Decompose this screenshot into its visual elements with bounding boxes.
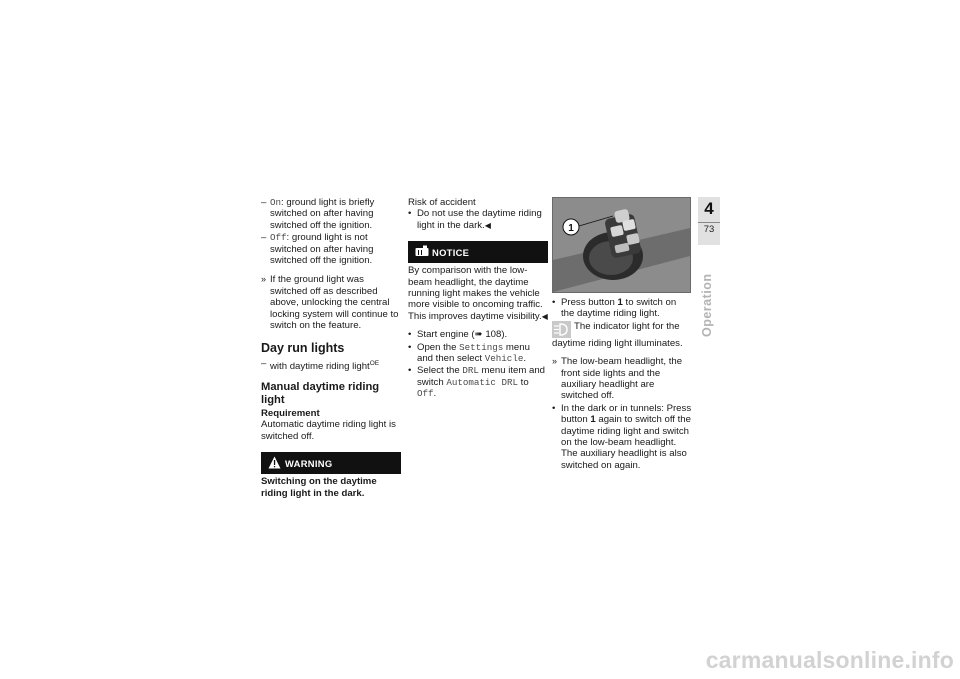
menu-value-on: On <box>270 197 282 208</box>
step-text: menu item and switch <box>417 365 546 388</box>
step-text: to <box>518 376 529 388</box>
watermark: carmanualsonline.info <box>705 647 954 673</box>
notice-banner <box>408 241 548 263</box>
daytime-riding-light-indicator-icon <box>552 321 571 338</box>
step-text: Press button <box>561 297 618 308</box>
warning-label: WARNING <box>285 458 333 470</box>
handlebar-switch-figure <box>552 197 691 293</box>
hand-pointer-icon <box>415 245 429 259</box>
step-press-button <box>552 297 692 320</box>
page-number: 73 <box>703 224 715 235</box>
step-text: ). <box>501 329 508 341</box>
chapter-side-title: Operation <box>700 273 714 337</box>
chapter-divider <box>698 222 720 223</box>
bullet-no-dark <box>408 208 548 231</box>
menu-name-vehicle: Vehicle <box>484 353 524 365</box>
subsection-heading: Manual daytime riding light <box>261 381 380 406</box>
step-text: In the dark or in tunnels: Press button <box>561 402 692 426</box>
menu-value-off: Off <box>270 232 287 244</box>
menu-name-settings: Settings <box>459 341 504 353</box>
risk-text: Risk of accident <box>408 197 476 208</box>
step-text: . <box>433 388 437 400</box>
handlebar-switch-illustration <box>553 198 690 292</box>
indicator-note-text: The indicator light for the daytime riding light illuminates. <box>552 320 683 349</box>
step-text: Open the <box>417 341 460 353</box>
step-open-settings <box>408 342 548 365</box>
option-on-text: : ground light is briefly switched on after having switched off the ignition. <box>270 197 375 231</box>
column-middle <box>408 197 548 401</box>
step-text: Start engine ( <box>417 329 475 341</box>
option-on <box>261 197 401 231</box>
step-text: again to switch off the daytime riding light and switch on the low-beam headlight. <box>561 414 691 449</box>
menu-value-off: Off <box>417 388 434 400</box>
figure-callout-1: 1 <box>568 223 574 234</box>
option-off <box>261 232 401 266</box>
result-lights-off: » The low-beam headlight, the front side lights and the auxiliary headlight are switched off. <box>552 356 692 402</box>
step-start-engine <box>408 329 548 340</box>
bullet-no-dark-text: Do not use the daytime riding light in the dark. <box>417 208 542 231</box>
page-reference-link[interactable]: ➠ 108 <box>474 329 502 341</box>
chapter-tab <box>698 197 720 245</box>
step-dark-tunnels <box>552 403 692 471</box>
column-right <box>552 197 692 472</box>
step-dark-tunnels-note: The auxiliary headlight is also switched on again. <box>561 448 687 471</box>
step-text: Select the <box>417 365 463 377</box>
requirement-heading: Requirement <box>261 408 320 420</box>
step-text: menu and then select <box>417 341 530 365</box>
result-ground-light: » If the ground light was switched off as described above, unlocking the central locking system will continue to switch on the feature. <box>261 274 401 331</box>
column-left <box>261 197 401 499</box>
equipment-note <box>261 358 401 373</box>
end-mark: ◀ <box>484 220 491 230</box>
warning-banner <box>261 452 401 474</box>
button-number: 1 <box>590 414 596 426</box>
requirement-text: Automatic daytime riding light is switched off. <box>261 419 396 442</box>
end-mark: ◀ <box>541 311 548 321</box>
step-select-drl <box>408 365 548 399</box>
button-number: 1 <box>617 297 623 308</box>
equipment-note-text: with daytime riding light <box>270 361 370 373</box>
step-text: to switch on the daytime riding light. <box>561 297 677 320</box>
option-off-text: : ground light is not switched on after having switched off the ignition. <box>270 232 374 267</box>
step-text: . <box>523 353 527 365</box>
notice-text-block <box>408 265 548 322</box>
warning-triangle-icon <box>268 456 281 471</box>
notice-text: By comparison with the low-beam headlight, the daytime running light makes the vehicle more visible to oncoming traffic. This improves daytime visibility. <box>408 265 543 322</box>
chapter-number: 4 <box>704 199 714 218</box>
warning-title: Switching on the daytime riding light in the dark. <box>261 476 377 499</box>
optional-equipment-mark: OE <box>369 360 380 368</box>
section-heading: Day run lights <box>261 341 345 356</box>
menu-option-automatic-drl: Automatic DRL <box>446 376 519 388</box>
notice-label: NOTICE <box>432 247 470 259</box>
menu-item-drl: DRL <box>462 365 479 377</box>
indicator-note <box>552 321 692 349</box>
